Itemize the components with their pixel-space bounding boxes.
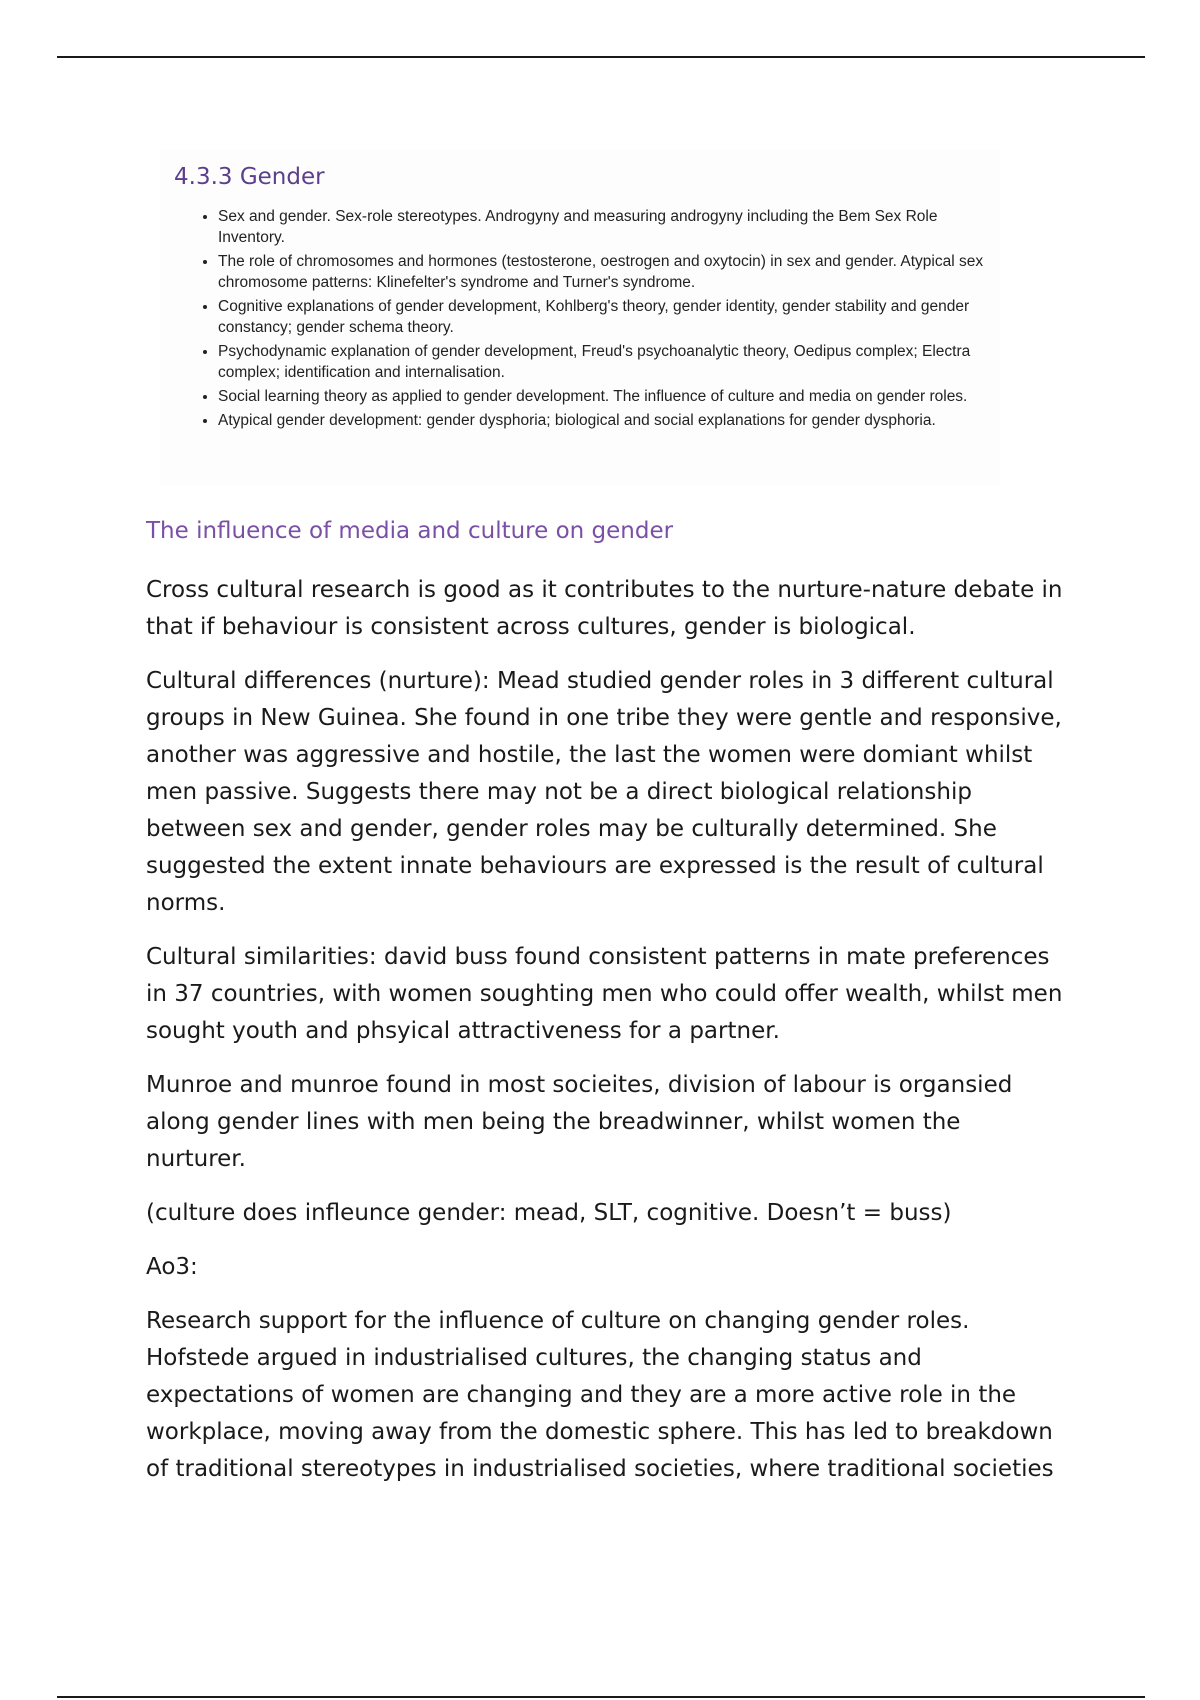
spec-item: • The role of chromosomes and hormones (testosterone, oestrogen and oxytocin) in sex and gender. Atypical sex chromosome patterns: Klinefelter's syndrome and Turner's syndrome. (218, 251, 1008, 293)
spec-item: • Social learning theory as applied to gender development. The influence of culture and media on gender roles. (218, 386, 1008, 407)
paragraph-summary-note: (culture does infleunce gender: mead, SLT, cognitive. Doesn’t = buss) (146, 1200, 952, 1226)
paragraph-research-support: Research support for the influence of culture on changing gender roles. Hofstede argued in industrialised cultures, the changing status and expectations of women are changing and they are a more active role in the workplace, moving away from the domestic sphere. This has led to breakdown of traditional stereotypes in industrialised societies, where traditional societies (146, 1308, 1054, 1482)
spec-item: • Cognitive explanations of gender development, Kohlberg's theory, gender identity, gender stability and gender constancy; gender schema theory. (218, 296, 1008, 338)
spec-item: • Sex and gender. Sex-role stereotypes. Androgyny and measuring androgyny including the Bem Sex Role Inventory. (218, 206, 1008, 248)
footer-rule (57, 1696, 1145, 1698)
paragraph-munroe: Munroe and munroe found in most socieites, division of labour is organsied along gender lines with men being the breadwinner, whilst women the nurturer. (146, 1072, 1013, 1172)
spec-item: • Psychodynamic explanation of gender development, Freud's psychoanalytic theory, Oedipus complex; Electra complex; identification and internalisation. (218, 341, 1008, 383)
section-heading: The influence of media and culture on gender (146, 518, 674, 544)
spec-bullet-list (196, 206, 1008, 434)
paragraph-cultural-similarities: Cultural similarities: david buss found consistent patterns in mate preferences in 37 countries, with women soughting men who could offer wealth, whilst men sought youth and phsyical attractiveness for a partner. (146, 944, 1063, 1044)
paragraph-cross-cultural: Cross cultural research is good as it contributes to the nurture-nature debate in that if behaviour is consistent across cultures, gender is biological. (146, 577, 1063, 640)
specification-excerpt (160, 150, 1000, 485)
spec-item: • Atypical gender development: gender dysphoria; biological and social explanations for gender dysphoria. (218, 410, 1008, 431)
paragraph-cultural-differences: Cultural differences (nurture): Mead studied gender roles in 3 different cultural groups in New Guinea. She found in one tribe they were gentle and responsive, another was aggressive and hostile, the last the women were domiant whilst men passive. Suggests there may not be a direct biological relationship between sex and gender, gender roles may be culturally determined. She suggested the extent innate behaviours are expressed is the result of cultural norms. (146, 668, 1062, 916)
paragraph-ao3-label: Ao3: (146, 1254, 198, 1280)
header-rule (57, 56, 1145, 58)
body-text (146, 572, 1066, 1505)
spec-heading: 4.3.3 Gender (174, 164, 325, 190)
